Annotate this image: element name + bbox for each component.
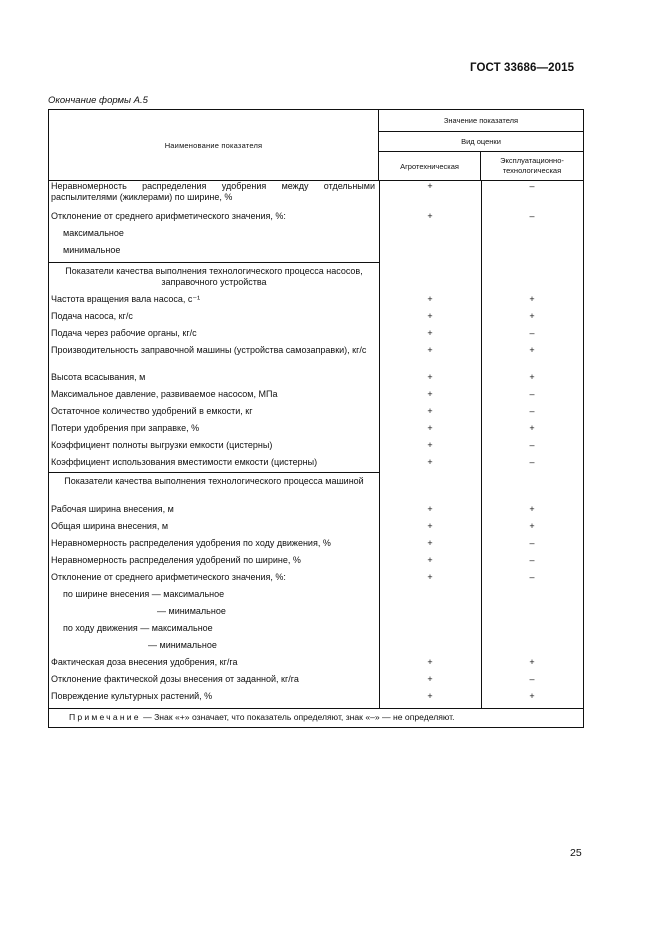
- indicator-name: Отклонение от среднего арифметического значения, %:: [51, 572, 286, 582]
- indicator-name: — минимальное: [148, 640, 217, 650]
- indicator-name: по ширине внесения — максимальное: [63, 589, 225, 599]
- agro-mark: +: [427, 311, 433, 321]
- section-heading: [49, 262, 379, 294]
- table-row: [49, 657, 583, 674]
- table-row: [49, 555, 583, 572]
- expl-mark: –: [529, 389, 535, 399]
- note-label: Примечание: [69, 712, 141, 722]
- expl-mark: –: [529, 538, 535, 548]
- indicator-name: Коэффициент использования вместимости емкости (цистерны): [51, 457, 318, 467]
- expl-mark: +: [529, 423, 535, 433]
- agro-mark: +: [427, 674, 433, 684]
- table-row: [49, 372, 583, 389]
- agro-mark: +: [427, 440, 433, 450]
- indicator-name: Неравномерность распределения удобрения по ходу движения, %: [51, 538, 331, 548]
- indicator-name: Общая ширина внесения, м: [51, 521, 169, 531]
- indicator-name: Потери удобрения при заправке, %: [51, 423, 200, 433]
- indicator-name: максимальное: [63, 228, 124, 238]
- expl-mark: –: [529, 440, 535, 450]
- expl-mark: +: [529, 345, 535, 355]
- agro-mark: +: [427, 181, 433, 191]
- indicator-name: Производительность заправочной машины (устройства самозаправки), кг/с: [51, 345, 367, 355]
- section-title: Показатели качества выполнения технологического процесса машиной: [64, 476, 364, 486]
- indicator-name: по ходу движения — максимальное: [63, 623, 213, 633]
- table-row: [49, 345, 583, 372]
- header-assessment-kind: Вид оценки: [379, 132, 583, 152]
- expl-mark: –: [529, 181, 535, 191]
- expl-mark: +: [529, 372, 535, 382]
- indicator-name: Подача насоса, кг/с: [51, 311, 133, 321]
- table-row: [49, 228, 583, 245]
- header-indicator-name: Наименование показателя: [49, 110, 379, 180]
- expl-mark: –: [529, 211, 535, 221]
- table-row: [49, 440, 583, 457]
- table-row: [49, 423, 583, 440]
- table-row: [49, 245, 583, 262]
- agro-mark: +: [427, 294, 433, 304]
- indicator-name: Отклонение фактической дозы внесения от заданной, кг/га: [51, 674, 299, 684]
- agro-mark: +: [427, 372, 433, 382]
- header-agrotechnical: Агротехническая: [379, 152, 481, 180]
- expl-mark: +: [529, 294, 535, 304]
- table-row: [49, 691, 583, 708]
- agro-mark: +: [427, 389, 433, 399]
- agro-mark: +: [427, 423, 433, 433]
- table-row: [49, 328, 583, 345]
- table-note: [49, 708, 583, 727]
- indicator-name: Повреждение культурных растений, %: [51, 691, 213, 701]
- table-row: [49, 406, 583, 423]
- table-row: [49, 211, 583, 228]
- table-row: [49, 389, 583, 406]
- indicators-table: [48, 109, 584, 728]
- indicator-name: Максимальное давление, развиваемое насосом, МПа: [51, 389, 278, 399]
- expl-mark: +: [529, 657, 535, 667]
- agro-mark: +: [427, 211, 433, 221]
- section-title: Показатели качества выполнения технологического процесса насосов, заправочного устройства: [65, 266, 363, 287]
- header-indicator-value: Значение показателя: [379, 110, 583, 132]
- table-row: [49, 181, 583, 211]
- note-text: — Знак «+» означает, что показатель определяют, знак «–» — не определяют.: [140, 712, 455, 722]
- expl-mark: –: [529, 406, 535, 416]
- indicator-name: Остаточное количество удобрений в емкости, кг: [51, 406, 253, 416]
- expl-mark: –: [529, 572, 535, 582]
- expl-mark: +: [529, 311, 535, 321]
- agro-mark: +: [427, 504, 433, 514]
- indicator-name: Фактическая доза внесения удобрения, кг/га: [51, 657, 238, 667]
- table-row: [49, 640, 583, 657]
- expl-mark: +: [529, 504, 535, 514]
- table-row: [49, 623, 583, 640]
- table-row: [49, 521, 583, 538]
- table-body: [49, 181, 583, 708]
- standard-number: ГОСТ 33686—2015: [470, 62, 575, 74]
- expl-mark: –: [529, 328, 535, 338]
- indicator-name: Рабочая ширина внесения, м: [51, 504, 174, 514]
- expl-mark: –: [529, 457, 535, 467]
- indicator-name: Частота вращения вала насоса, с⁻¹: [51, 294, 201, 304]
- table-row: [49, 457, 583, 472]
- indicator-name: Отклонение от среднего арифметического значения, %:: [51, 211, 286, 221]
- table-row: [49, 606, 583, 623]
- indicator-name: Неравномерность распределения удобрений по ширине, %: [51, 555, 301, 565]
- agro-mark: +: [427, 555, 433, 565]
- header-operational: Эксплуатационно-технологическая: [500, 156, 564, 175]
- table-row: [49, 311, 583, 328]
- form-caption: Окончание формы А.5: [48, 95, 148, 106]
- agro-mark: +: [427, 657, 433, 667]
- expl-mark: +: [529, 521, 535, 531]
- agro-mark: +: [427, 328, 433, 338]
- table-header: [49, 110, 583, 181]
- expl-mark: –: [529, 674, 535, 684]
- table-row: [49, 674, 583, 691]
- indicator-name: — минимальное: [157, 606, 226, 616]
- indicator-name: Высота всасывания, м: [51, 372, 146, 382]
- indicator-name: Подача через рабочие органы, кг/с: [51, 328, 197, 338]
- agro-mark: +: [427, 538, 433, 548]
- indicator-name: Неравномерность распределения удобрения между отдельными распылителями (жиклерами) по ширине, %: [51, 181, 375, 202]
- page-number: 25: [570, 847, 582, 859]
- expl-mark: +: [529, 691, 535, 701]
- table-row: [49, 538, 583, 555]
- indicator-name: Коэффициент полноты выгрузки емкости (цистерны): [51, 440, 273, 450]
- table-row: [49, 589, 583, 606]
- agro-mark: +: [427, 457, 433, 467]
- agro-mark: +: [427, 572, 433, 582]
- indicator-name: минимальное: [63, 245, 121, 255]
- agro-mark: +: [427, 691, 433, 701]
- table-row: [49, 294, 583, 311]
- table-row: [49, 572, 583, 589]
- section-heading: [49, 472, 379, 504]
- expl-mark: –: [529, 555, 535, 565]
- table-row: [49, 504, 583, 521]
- agro-mark: +: [427, 345, 433, 355]
- agro-mark: +: [427, 406, 433, 416]
- agro-mark: +: [427, 521, 433, 531]
